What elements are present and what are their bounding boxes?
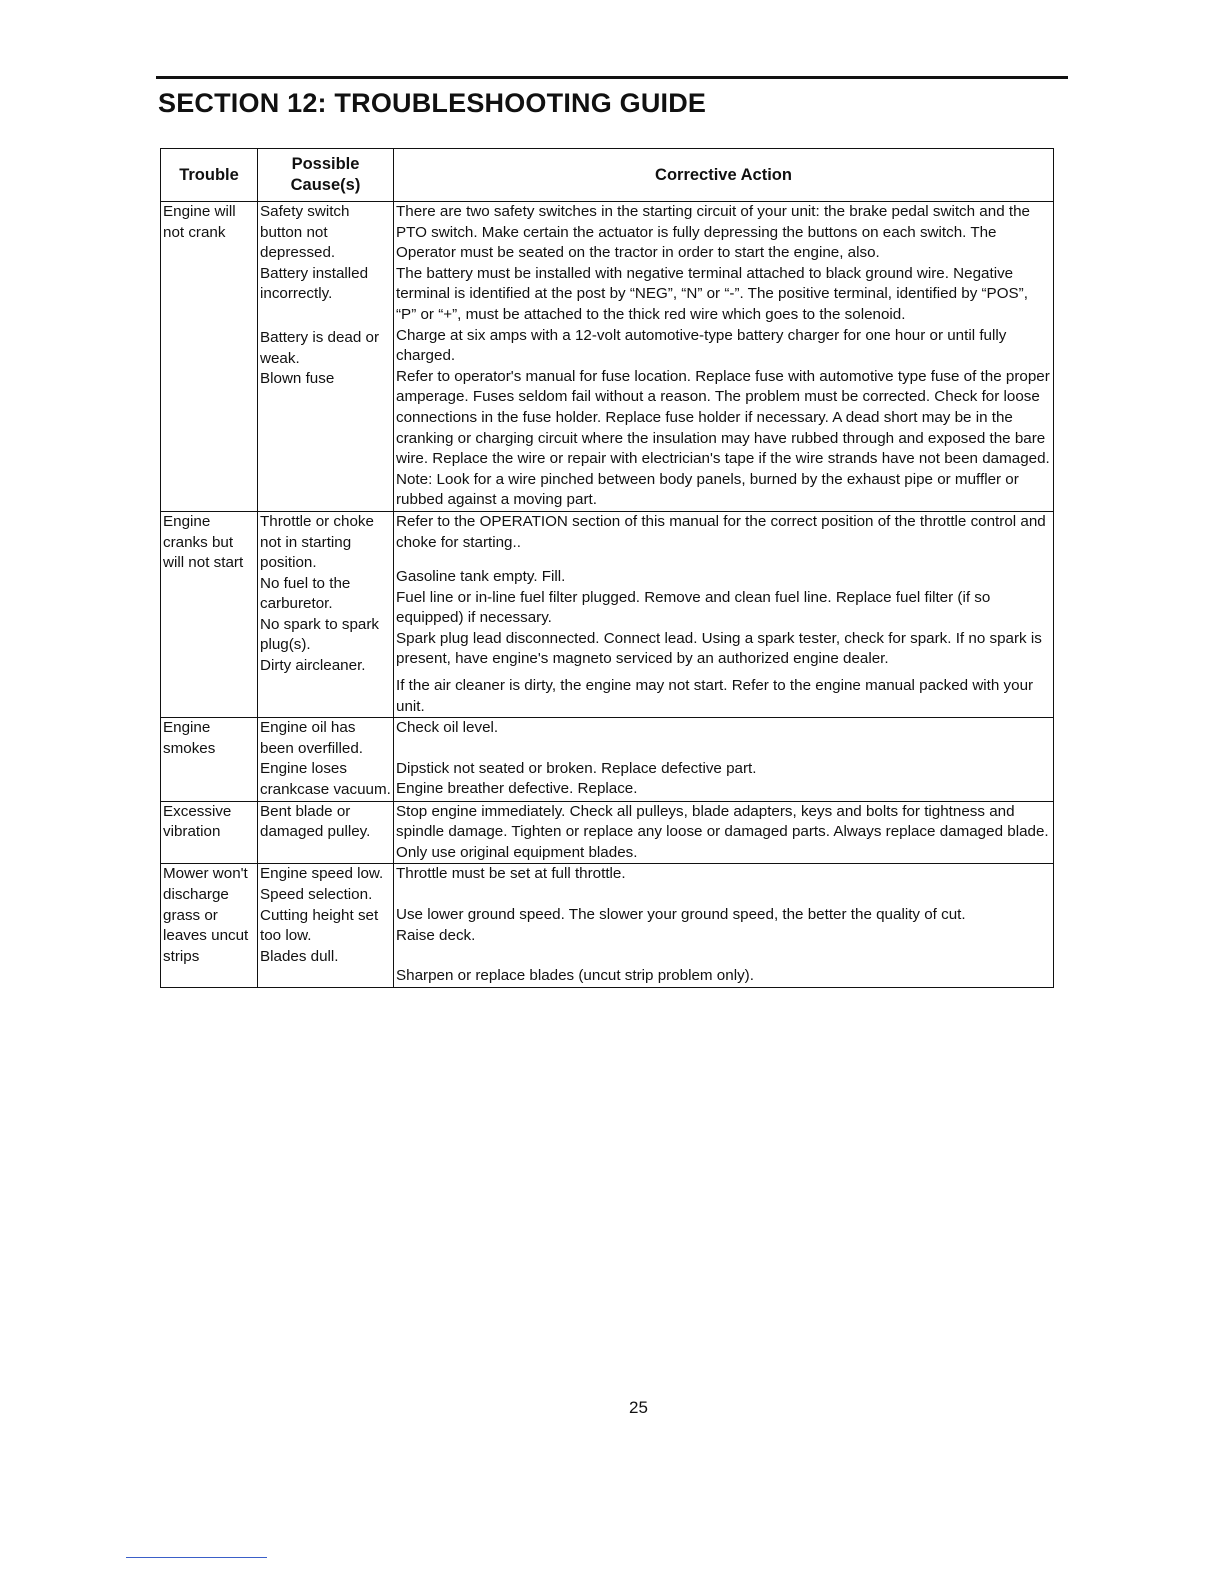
cause-item: Blades dull.: [260, 947, 339, 965]
table-row: [161, 202, 1054, 512]
cause-item: Engine oil has been overfilled.: [260, 719, 364, 757]
action-item: Charge at six amps with a 12-volt automotive-type battery charger for one hour or until fully charged.: [396, 326, 1007, 365]
action-item: The battery must be installed with negative terminal attached to black ground wire. Negative terminal is identified at the post by “NEG”, “N” or “-”. The positive terminal, identified by “POS”, “P” or “+”, must be attached to the thick red wire which goes to the solenoid.: [396, 264, 1028, 323]
trouble-cell: [161, 801, 258, 864]
action-item: Note: Look for a wire pinched between body panels, burned by the exhaust pipe or muffler or rubbed against a moving part.: [396, 470, 1019, 509]
action-cell: [394, 511, 1054, 717]
cause-item: Cutting height set too low.: [260, 906, 379, 945]
trouble-text: Engine smokes: [163, 719, 216, 757]
action-cell: [394, 202, 1054, 512]
table-row: [161, 718, 1054, 801]
trouble-cell: [161, 718, 258, 801]
cause-item: No spark to spark plug(s).: [260, 615, 380, 654]
action-item: Use lower ground speed. The slower your ground speed, the better the quality of cut.: [396, 906, 966, 923]
trouble-text: Engine will not crank: [163, 203, 236, 241]
table-row: [161, 801, 1054, 864]
troubleshooting-table: [160, 148, 1054, 988]
action-item: Engine breather defective. Replace.: [396, 780, 638, 798]
action-cell: [394, 801, 1054, 864]
cause-item: Safety switch button not depressed.: [260, 203, 350, 262]
action-cell: [394, 864, 1054, 987]
cause-item: Engine speed low.: [260, 865, 384, 883]
header-cause: Possible Cause(s): [258, 149, 394, 202]
trouble-text: Mower won't discharge grass or leaves uncut strips: [163, 865, 249, 965]
action-item: Stop engine immediately. Check all pulleys, blade adapters, keys and bolts for tightness and spindle damage. Tighten or replace any loose or damaged parts. Always replace damaged blade. Only use original equipment blades.: [396, 802, 1049, 861]
cause-cell: [258, 718, 394, 801]
action-item: Refer to operator's manual for fuse location. Replace fuse with automotive type fuse of the proper amperage. Fuses seldom fail without a reason. The problem must be corrected. Check for loose connections in the fuse holder. Replace fuse holder if necessary. A dead short may be in the cranking or charging circuit where the insulation may have rubbed through and exposed the bare wire. Replace the wire or repair with electrician's tape if the wire strands have not been damaged.: [396, 367, 1050, 468]
header-trouble: Trouble: [161, 149, 258, 202]
action-item: Fuel line or in-line fuel filter plugged. Remove and clean fuel line. Replace fuel filter (if so equipped) if necessary.: [396, 588, 991, 627]
cause-cell: [258, 511, 394, 717]
cause-item: Battery is dead or weak.: [260, 328, 380, 367]
header-action: Corrective Action: [394, 149, 1054, 202]
table-row: [161, 864, 1054, 987]
table-header-row: [161, 149, 1054, 202]
trouble-cell: [161, 511, 258, 717]
action-item: Dipstick not seated or broken. Replace defective part.: [396, 759, 757, 777]
action-item: Gasoline tank empty. Fill.: [396, 568, 566, 586]
cause-item: Engine loses crankcase vacuum.: [260, 760, 391, 799]
top-rule: [156, 76, 1068, 79]
trouble-cell: [161, 202, 258, 512]
cause-item: Blown fuse: [260, 370, 335, 388]
action-item: Raise deck.: [396, 926, 476, 944]
trouble-text: Engine cranks but will not start: [163, 512, 244, 572]
action-item: Spark plug lead disconnected. Connect lead. Using a spark tester, check for spark. If no spark is present, have engine's magneto serviced by an authorized engine dealer.: [396, 629, 1042, 668]
action-item: Refer to the OPERATION section of this manual for the correct position of the throttle control and choke for starting..: [396, 512, 1046, 551]
page-title: SECTION 12: TROUBLESHOOTING GUIDE: [158, 88, 707, 118]
action-item: If the air cleaner is dirty, the engine may not start. Refer to the engine manual packed with your unit.: [396, 677, 1034, 715]
page-number: 25: [629, 1398, 648, 1417]
cause-cell: [258, 202, 394, 512]
cause-cell: [258, 801, 394, 864]
action-item: Throttle must be set at full throttle.: [396, 865, 626, 883]
table-row: [161, 511, 1054, 717]
cause-cell: [258, 864, 394, 987]
cause-item: Throttle or choke not in starting position.: [260, 512, 374, 572]
trouble-text: Excessive vibration: [163, 802, 232, 841]
action-item: Check oil level.: [396, 719, 499, 737]
action-item: There are two safety switches in the starting circuit of your unit: the brake pedal switch and the PTO switch. Make certain the actuator is fully depressing the buttons on each switch. The Operator must be seated on the tractor in order to start the engine, also.: [396, 203, 1030, 262]
action-item: Sharpen or replace blades (uncut strip problem only).: [396, 967, 754, 985]
cause-item: Dirty aircleaner.: [260, 657, 366, 675]
cause-item: Speed selection.: [260, 886, 373, 903]
cause-item: Bent blade or damaged pulley.: [260, 802, 371, 841]
action-cell: [394, 718, 1054, 801]
footer-rule: [126, 1557, 267, 1558]
trouble-cell: [161, 864, 258, 987]
cause-item: Battery installed incorrectly.: [260, 264, 369, 303]
cause-item: No fuel to the carburetor.: [260, 574, 351, 613]
